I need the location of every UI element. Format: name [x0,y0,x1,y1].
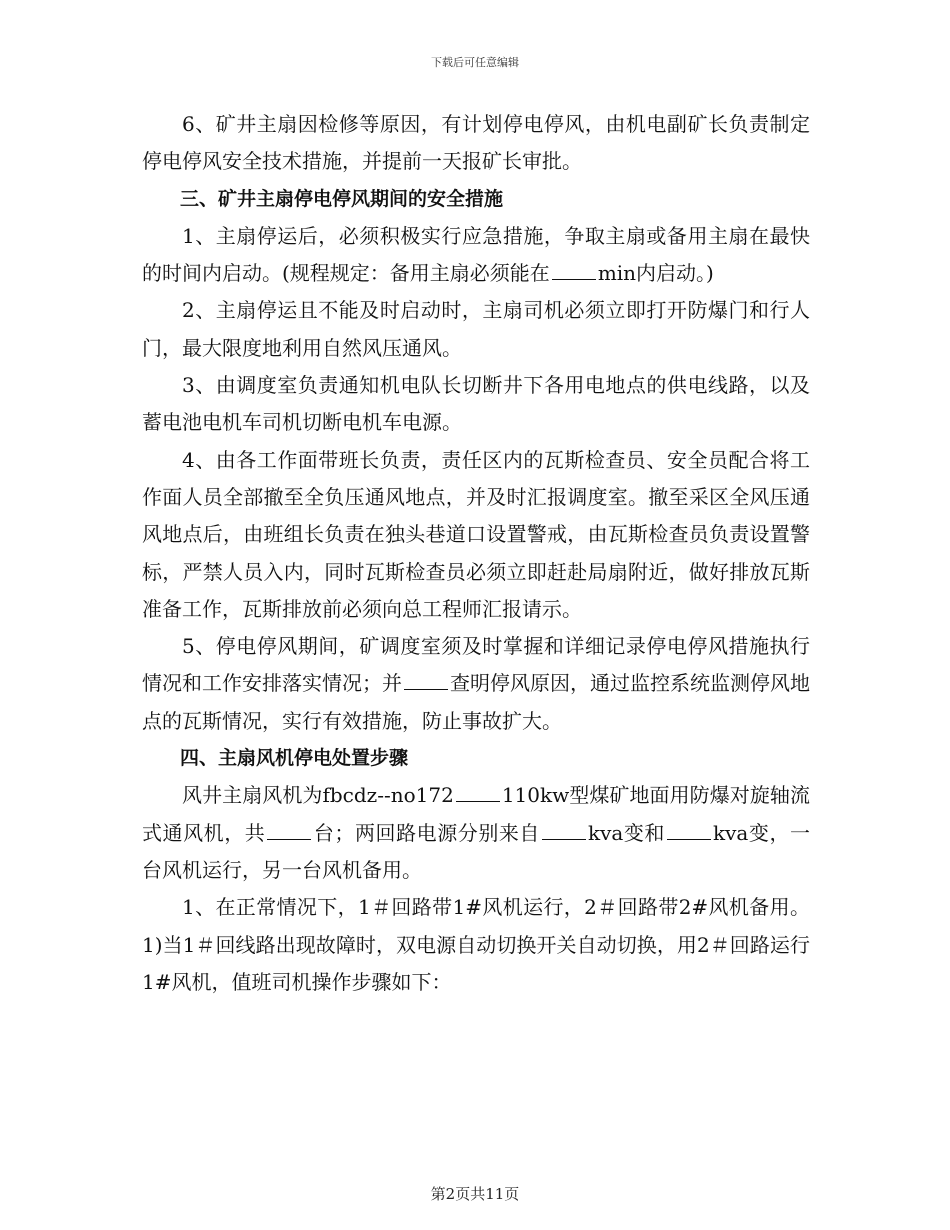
text: 110kw型煤矿地面用防爆对旋轴流式通风机，共 [142,783,810,845]
section-heading-3: 三、矿井主扇停电停风期间的安全措施 [180,187,504,210]
fill-blank [667,819,711,840]
fill-blank [267,819,311,840]
fill-blank [552,259,596,280]
paragraph-measure-4: 4、由各工作面带班长负责，责任区内的瓦斯检查员、安全员配合将工作面人员全部撤至全负压通风地点，并及时汇报调度室。撤至采区全风压通风地点后，由班组长负责在独头巷道口设置警戒，由瓦斯检查员负责设置警标，严禁人员入内，同时瓦斯检查员必须立即赶赴局扇附近，做好排放瓦斯准备工作，瓦斯排放前必须向总工程师汇报请示。 [142,447,810,621]
fill-blank [542,819,586,840]
text: kva变和 [587,820,665,845]
paragraph-fan-description [142,777,810,889]
paragraph-6: 6、矿井主扇因检修等原因，有计划停电停风，由机电副矿长负责制定停电停风安全技术措施，并提前一天报矿长审批。 [142,112,810,174]
text: 5、停电停风期间，矿调度室须及时掌握和详细记录停电停风措施执行情况和工作安排落实情况；并 [142,634,810,696]
text: 1、主扇停运后，必须积极实行应急措施，争取主扇或备用主扇在最快的时间内启动。(规程规定：备用主扇必须能在 [142,223,810,286]
paragraph-measure-5 [142,628,810,740]
text: kva变，一台风机运行，另一台风机备用。 [142,820,811,882]
paragraph-measure-1 [142,218,810,293]
fill-blank [456,781,500,802]
paragraph-measure-2: 2、主扇停运且不能及时启动时，主扇司机必须立即打开防爆门和行人门，最大限度地利用自然风压通风。 [142,298,810,360]
page-footer: 第2页共11页 [430,1185,520,1203]
page-header: 下载后可任意编辑 [431,56,519,69]
text: 台；两回路电源分别来自 [313,820,540,845]
text: 查明停风原因，通过监控系统监测停风地点的瓦斯情况，实行有效措施，防止事故扩大。 [142,671,810,733]
paragraph-measure-3: 3、由调度室负责通知机电队长切断井下各用电地点的供电线路，以及蓄电池电机车司机切断电机车电源。 [142,373,810,435]
fill-blank [404,669,448,690]
section-heading-4: 四、主扇风机停电处置步骤 [180,747,409,770]
document-body [142,106,810,1001]
paragraph-step-1: 1、在正常情况下，1＃回路带1#风机运行，2＃回路带2#风机备用。1)当1＃回线路出现故障时，双电源自动切换开关自动切换，用2＃回路运行1#风机，值班司机操作步骤如下： [142,895,810,994]
text: min内启动。) [597,261,714,286]
text: 风井主扇风机为fbcdz--no172 [182,783,454,808]
